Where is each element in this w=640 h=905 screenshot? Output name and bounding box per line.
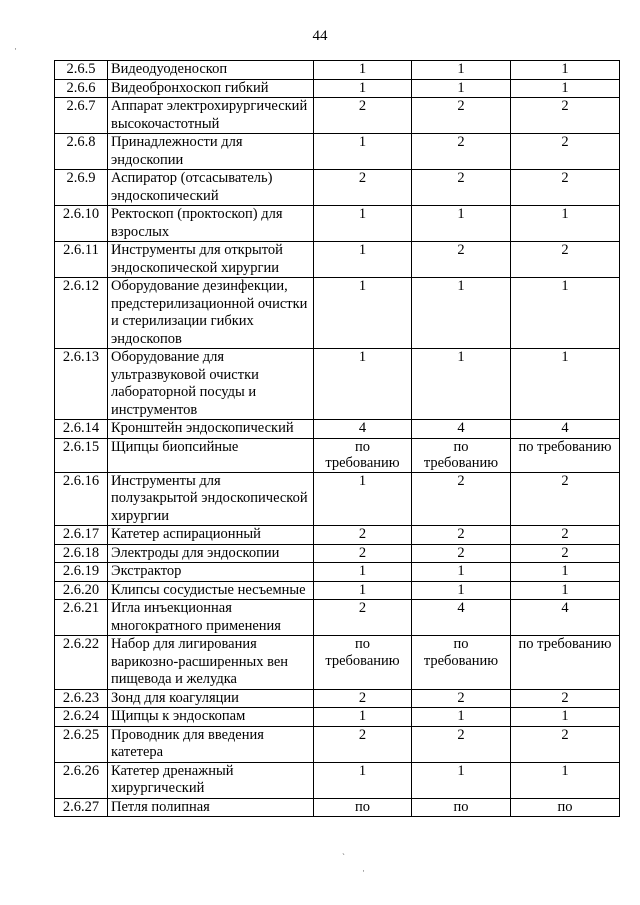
quantity-col-2: 2 (412, 242, 511, 278)
quantity-col-2: 2 (412, 544, 511, 563)
row-number: 2.6.18 (55, 544, 108, 563)
table-row (55, 61, 620, 80)
item-name: Электроды для эндоскопии (108, 544, 314, 563)
table-row (55, 79, 620, 98)
table-row (55, 278, 620, 349)
row-number: 2.6.13 (55, 349, 108, 420)
quantity-col-3: 1 (511, 61, 620, 80)
row-number: 2.6.16 (55, 472, 108, 526)
table-row (55, 689, 620, 708)
quantity-col-1: 2 (314, 544, 412, 563)
row-number: 2.6.6 (55, 79, 108, 98)
item-name: Игла инъекционная многократного применения (108, 600, 314, 636)
quantity-col-2: 1 (412, 581, 511, 600)
table-row (55, 134, 620, 170)
quantity-col-2: 2 (412, 170, 511, 206)
row-number: 2.6.21 (55, 600, 108, 636)
table-row (55, 581, 620, 600)
quantity-col-1: 1 (314, 206, 412, 242)
row-number: 2.6.5 (55, 61, 108, 80)
item-name: Инструменты для полузакрытой эндоскопической хирургии (108, 472, 314, 526)
scan-speck: · (14, 44, 17, 54)
item-name: Зонд для коагуляции (108, 689, 314, 708)
quantity-col-3: 1 (511, 278, 620, 349)
quantity-col-1: 4 (314, 420, 412, 439)
table-row (55, 170, 620, 206)
quantity-col-3: 1 (511, 349, 620, 420)
table-row (55, 98, 620, 134)
quantity-col-1: по (314, 798, 412, 817)
quantity-col-2: 2 (412, 134, 511, 170)
quantity-col-2: по (412, 798, 511, 817)
quantity-col-1: 1 (314, 278, 412, 349)
quantity-col-3: 1 (511, 206, 620, 242)
quantity-col-2: по требованию (412, 636, 511, 690)
quantity-col-1: 1 (314, 349, 412, 420)
row-number: 2.6.7 (55, 98, 108, 134)
row-number: 2.6.14 (55, 420, 108, 439)
quantity-col-3: по (511, 798, 620, 817)
quantity-col-3: 2 (511, 689, 620, 708)
quantity-col-3: по требованию (511, 636, 620, 690)
quantity-col-2: по требованию (412, 438, 511, 472)
quantity-col-2: 1 (412, 349, 511, 420)
row-number: 2.6.8 (55, 134, 108, 170)
page-number: 44 (312, 28, 328, 44)
row-number: 2.6.22 (55, 636, 108, 690)
quantity-col-3: 2 (511, 242, 620, 278)
table-row (55, 600, 620, 636)
quantity-col-3: 1 (511, 563, 620, 582)
quantity-col-2: 1 (412, 61, 511, 80)
quantity-col-1: 2 (314, 726, 412, 762)
quantity-col-1: 2 (314, 98, 412, 134)
quantity-col-3: 1 (511, 762, 620, 798)
table-row (55, 762, 620, 798)
item-name: Проводник для введения катетера (108, 726, 314, 762)
table-row (55, 420, 620, 439)
row-number: 2.6.26 (55, 762, 108, 798)
item-name: Щипцы биопсийные (108, 438, 314, 472)
equipment-table-body (55, 61, 620, 817)
quantity-col-3: 4 (511, 600, 620, 636)
quantity-col-1: 1 (314, 242, 412, 278)
item-name: Петля полипная (108, 798, 314, 817)
quantity-col-2: 1 (412, 563, 511, 582)
item-name: Кронштейн эндоскопический (108, 420, 314, 439)
quantity-col-3: 2 (511, 170, 620, 206)
quantity-col-2: 4 (412, 600, 511, 636)
item-name: Оборудование для ультразвуковой очистки лабораторной посуды и инструментов (108, 349, 314, 420)
item-name: Аспиратор (отсасыватель) эндоскопический (108, 170, 314, 206)
table-row (55, 349, 620, 420)
table-row (55, 526, 620, 545)
table-row (55, 472, 620, 526)
quantity-col-3: 2 (511, 472, 620, 526)
quantity-col-3: 2 (511, 526, 620, 545)
quantity-col-2: 1 (412, 762, 511, 798)
scan-speck: · (362, 866, 365, 876)
row-number: 2.6.24 (55, 708, 108, 727)
quantity-col-3: 2 (511, 134, 620, 170)
quantity-col-3: 2 (511, 726, 620, 762)
quantity-col-2: 1 (412, 708, 511, 727)
item-name: Катетер дренажный хирургический (108, 762, 314, 798)
item-name: Экстрактор (108, 563, 314, 582)
item-name: Видеобронхоскоп гибкий (108, 79, 314, 98)
quantity-col-2: 1 (412, 278, 511, 349)
table-row (55, 708, 620, 727)
row-number: 2.6.20 (55, 581, 108, 600)
quantity-col-1: по требованию (314, 438, 412, 472)
quantity-col-1: 1 (314, 563, 412, 582)
quantity-col-3: 1 (511, 79, 620, 98)
row-number: 2.6.10 (55, 206, 108, 242)
item-name: Видеодуоденоскоп (108, 61, 314, 80)
item-name: Набор для лигирования варикозно-расширенных вен пищевода и желудка (108, 636, 314, 690)
item-name: Принадлежности для эндоскопии (108, 134, 314, 170)
quantity-col-1: по требованию (314, 636, 412, 690)
quantity-col-2: 1 (412, 206, 511, 242)
quantity-col-2: 2 (412, 472, 511, 526)
table-row (55, 544, 620, 563)
quantity-col-3: 2 (511, 544, 620, 563)
row-number: 2.6.11 (55, 242, 108, 278)
quantity-col-1: 1 (314, 472, 412, 526)
item-name: Ректоскоп (проктоскоп) для взрослых (108, 206, 314, 242)
table-row (55, 563, 620, 582)
quantity-col-3: по требованию (511, 438, 620, 472)
item-name: Инструменты для открытой эндоскопической хирургии (108, 242, 314, 278)
quantity-col-3: 2 (511, 98, 620, 134)
quantity-col-2: 2 (412, 98, 511, 134)
quantity-col-1: 2 (314, 689, 412, 708)
row-number: 2.6.12 (55, 278, 108, 349)
row-number: 2.6.25 (55, 726, 108, 762)
table-row (55, 242, 620, 278)
row-number: 2.6.17 (55, 526, 108, 545)
quantity-col-3: 4 (511, 420, 620, 439)
item-name: Клипсы сосудистые несъемные (108, 581, 314, 600)
quantity-col-1: 1 (314, 708, 412, 727)
item-name: Оборудование дезинфекции, предстерилизационной очистки и стерилизации гибких эндоскопов (108, 278, 314, 349)
quantity-col-1: 2 (314, 170, 412, 206)
quantity-col-3: 1 (511, 708, 620, 727)
quantity-col-1: 1 (314, 581, 412, 600)
row-number: 2.6.23 (55, 689, 108, 708)
row-number: 2.6.15 (55, 438, 108, 472)
table-row (55, 636, 620, 690)
item-name: Щипцы к эндоскопам (108, 708, 314, 727)
table-row (55, 438, 620, 472)
table-row (55, 798, 620, 817)
equipment-table (54, 60, 620, 817)
quantity-col-3: 1 (511, 581, 620, 600)
item-name: Аппарат электрохирургический высокочастотный (108, 98, 314, 134)
row-number: 2.6.9 (55, 170, 108, 206)
table-row (55, 726, 620, 762)
quantity-col-2: 2 (412, 526, 511, 545)
quantity-col-2: 2 (412, 689, 511, 708)
scan-speck: ˋ (342, 852, 345, 862)
row-number: 2.6.19 (55, 563, 108, 582)
quantity-col-1: 2 (314, 526, 412, 545)
row-number: 2.6.27 (55, 798, 108, 817)
item-name: Катетер аспирационный (108, 526, 314, 545)
quantity-col-2: 2 (412, 726, 511, 762)
quantity-col-1: 1 (314, 134, 412, 170)
quantity-col-1: 2 (314, 600, 412, 636)
table-row (55, 206, 620, 242)
quantity-col-2: 4 (412, 420, 511, 439)
quantity-col-1: 1 (314, 79, 412, 98)
quantity-col-1: 1 (314, 61, 412, 80)
quantity-col-2: 1 (412, 79, 511, 98)
quantity-col-1: 1 (314, 762, 412, 798)
